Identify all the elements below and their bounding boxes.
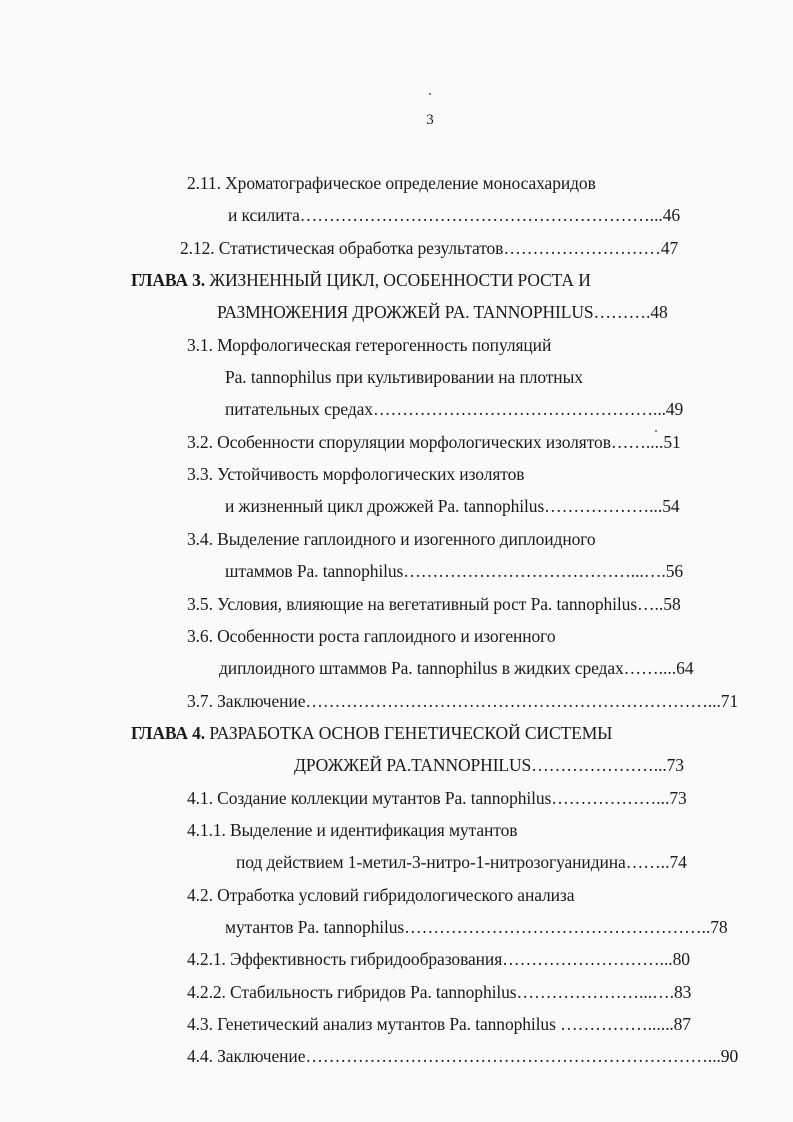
toc-chapter-4	[131, 722, 612, 744]
toc-label: 2.12. Статистическая обработка результатов	[180, 238, 504, 258]
toc-page-number: ..80	[664, 949, 690, 969]
toc-label: 3.4. Выделение гаплоидного и изогенного диплоидного	[187, 529, 596, 549]
chapter-number: ГЛАВА 4.	[131, 723, 206, 743]
toc-line-4-4	[187, 1045, 738, 1067]
toc-leader-dots: …………………...….	[516, 982, 674, 1002]
toc-leader-dots: …………………………………………………………….	[305, 691, 713, 711]
toc-line-3-1-cont2	[225, 398, 683, 420]
toc-label: 4.1.1. Выделение и идентификация мутантов	[187, 820, 518, 840]
toc-label: 4.4. Заключение	[187, 1046, 306, 1066]
toc-leader-dots: ……….	[593, 302, 651, 322]
chapter-title: ДРОЖЖЕЙ PA.TANNOPHILUS	[294, 755, 532, 775]
toc-page-number: ..78	[701, 917, 728, 937]
toc-page-number: 74	[669, 852, 687, 872]
toc-label: 3.2. Особенности споруляции морфологических изолятов	[187, 432, 611, 452]
toc-page-number: 83	[674, 982, 692, 1002]
toc-leader-dots: ……………………………………………	[404, 917, 702, 937]
toc-leader-dots: …………………………………...….	[403, 561, 666, 581]
toc-label: 4.1. Создание коллекции мутантов Pa. tannophilus	[187, 788, 552, 808]
toc-label: и жизненный цикл дрожжей Pa. tannophilus	[225, 496, 545, 516]
toc-line-2-11	[187, 172, 596, 194]
toc-label: мутантов Pa. tannophilus	[225, 917, 405, 937]
toc-page-number: 54	[662, 496, 680, 516]
toc-leader-dots: ………………………	[503, 238, 661, 258]
toc-line-3-6	[187, 625, 555, 647]
toc-line-3-1	[187, 334, 551, 356]
toc-label: под действием 1-метил-3-нитро-1-нитрозогуанидина	[236, 852, 626, 872]
toc-line-3-2	[187, 431, 681, 453]
toc-label: 3.1. Морфологическая гетерогенность популяций	[187, 335, 552, 355]
toc-label: питательных средах	[225, 399, 373, 419]
toc-leader-dots: ………………….	[531, 755, 659, 775]
toc-line-4-1	[187, 787, 687, 809]
toc-label: 3.6. Особенности роста гаплоидного и изогенного	[187, 626, 556, 646]
page-number: 3	[426, 112, 434, 128]
toc-page-number: ..90	[712, 1046, 739, 1066]
toc-label: штаммов Pa. tannophilus	[225, 561, 404, 581]
toc-label: диплоидного штаммов Pa. tannophilus в жидких средах	[219, 658, 624, 678]
toc-leader-dots: ………………...	[551, 788, 670, 808]
chapter-title: РАЗРАБОТКА ОСНОВ ГЕНЕТИЧЕСКОЙ СИСТЕМЫ	[205, 723, 613, 743]
toc-line-3-6-cont	[219, 657, 693, 679]
toc-line-4-2-1	[187, 948, 690, 970]
toc-line-3-4	[187, 528, 596, 550]
toc-chapter-3-cont	[217, 301, 668, 323]
toc-line-4-2-cont	[225, 916, 728, 938]
toc-page-number: 73	[669, 788, 687, 808]
toc-leader-dots: ……………………….	[502, 949, 665, 969]
toc-chapter-4-cont	[294, 754, 684, 776]
toc-leader-dots: ………………………………………….	[372, 399, 658, 419]
toc-leader-dots: …..	[637, 594, 664, 614]
toc-page-number: 51	[663, 432, 681, 452]
toc-label: 4.2.1. Эффективность гибридообразования	[187, 949, 503, 969]
toc-leader-dots: ……....	[610, 432, 664, 452]
chapter-title: РАЗМНОЖЕНИЯ ДРОЖЖЕЙ PA. TANNOPHILUS	[217, 302, 594, 322]
toc-line-2-12	[180, 237, 678, 259]
toc-page-number: ..71	[712, 691, 739, 711]
toc-leader-dots: ……………....	[560, 1014, 666, 1034]
toc-page-number: ..49	[657, 399, 684, 419]
toc-label: 2.11. Хроматографическое определение моносахаридов	[187, 173, 596, 193]
toc-label: 4.3. Генетический анализ мутантов Pa. tannophilus	[187, 1014, 561, 1034]
toc-label: Pa. tannophilus при культивировании на плотных	[225, 367, 583, 387]
toc-label: 3.3. Устойчивость морфологических изолятов	[187, 464, 525, 484]
toc-page-number: 64	[676, 658, 694, 678]
toc-line-4-2	[187, 884, 574, 906]
toc-page-number: ..73	[658, 755, 684, 775]
toc-label: 3.7. Заключение	[187, 691, 306, 711]
toc-line-3-7	[187, 690, 738, 712]
toc-line-3-4-cont	[225, 560, 683, 582]
toc-line-3-1-cont	[225, 366, 583, 388]
toc-leader-dots: …………………………………………………………….	[305, 1046, 713, 1066]
toc-page-number: 47	[660, 238, 679, 258]
toc-label: 3.5. Условия, влияющие на вегетативный рост Pa. tannophilus	[187, 594, 638, 614]
toc-line-4-3	[187, 1013, 691, 1035]
toc-label: 4.2. Отработка условий гибридологического анализа	[187, 885, 575, 905]
toc-chapter-3	[131, 269, 591, 291]
toc-page-number: 48	[650, 302, 668, 322]
toc-line-3-5	[187, 593, 681, 615]
toc-line-3-3	[187, 463, 524, 485]
toc-page-number: 58	[663, 594, 681, 614]
toc-line-4-2-2	[187, 981, 691, 1003]
toc-label: и ксилита	[228, 205, 300, 225]
scan-speck	[429, 93, 431, 95]
toc-line-4-1-1-cont	[236, 851, 687, 873]
toc-leader-dots: ………………...	[544, 496, 663, 516]
toc-line-2-11-cont	[228, 204, 680, 226]
toc-leader-dots: ……..	[625, 852, 670, 872]
toc-line-4-1-1	[187, 819, 517, 841]
toc-page-number: 56	[665, 561, 684, 581]
toc-leader-dots: ……....	[623, 658, 677, 678]
toc-page-number: ..87	[665, 1014, 691, 1034]
toc-label: 4.2.2. Стабильность гибридов Pa. tannophilus	[187, 982, 517, 1002]
chapter-number: ГЛАВА 3.	[131, 270, 206, 290]
toc-leader-dots: …………………………………………………….	[299, 205, 655, 225]
toc-page-number: ..46	[654, 205, 681, 225]
chapter-title: ЖИЗНЕННЫЙ ЦИКЛ, ОСОБЕННОСТИ РОСТА И	[205, 270, 591, 290]
toc-line-3-3-cont	[225, 495, 680, 517]
